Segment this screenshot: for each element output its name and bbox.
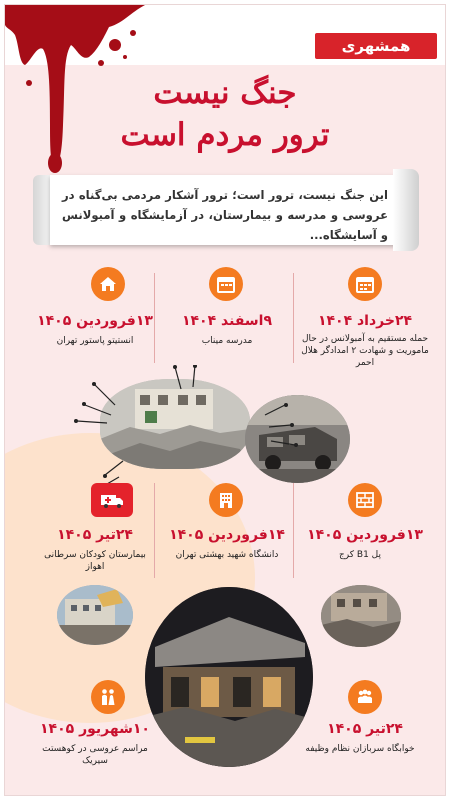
building-icon <box>216 490 236 510</box>
calendar-icon <box>216 274 236 294</box>
event-1-caption: حمله مستقیم به آمبولانس در حال ماموریت و شهادت ۲ امدادگر هلال احمر <box>301 334 429 368</box>
intro-text: این جنگ نیست، ترور است؛ ترور آشکار مردمی بی‌گناه در عروسی و مدرسه و بیمارستان، در آزمایشگاه و آمبولانس و آسایشگاه... <box>62 188 388 242</box>
event-2-icon-circle <box>209 267 243 301</box>
event-7-icon-circle <box>348 680 382 714</box>
event-1-date: ۲۴خرداد ۱۴۰۴ <box>317 313 413 329</box>
event-3-date: ۱۳فروردین ۱۴۰۵ <box>37 313 153 329</box>
event-4-icon-circle <box>348 483 382 517</box>
house-icon <box>98 274 118 294</box>
event-3-caption: انستیتو پاستور تهران <box>56 336 134 346</box>
event-5-date: ۱۴فروردین ۱۴۰۵ <box>169 527 285 543</box>
group-icon <box>355 687 375 707</box>
event-2-date: ۹اسفند ۱۴۰۴ <box>181 313 273 329</box>
brick-wall-icon <box>355 490 375 510</box>
damaged-hospital-photo <box>57 585 133 645</box>
intro-box <box>50 175 400 245</box>
event-8-date: ۱۰شهریور ۱۴۰۵ <box>40 721 150 737</box>
event-5-icon-circle <box>209 483 243 517</box>
calendar-icon <box>355 274 375 294</box>
headline-line-1: جنگ نیست <box>153 75 297 111</box>
event-7-caption: خوابگاه سربازان نظام وظیفه <box>305 744 415 754</box>
infographic <box>4 4 446 796</box>
event-7-date: ۲۴تیر ۱۴۰۵ <box>327 721 403 737</box>
event-8-caption: مراسم عروسی در کوهستت سیریک <box>42 744 148 766</box>
event-5-caption: دانشگاه شهید بهشتی تهران <box>175 550 279 560</box>
event-2-caption: مدرسه میناب <box>201 336 253 346</box>
hamshahri-logo: همشهری <box>315 33 437 59</box>
event-6-date: ۲۴تیر ۱۴۰۵ <box>57 527 133 543</box>
collapsed-dormitory-photo <box>145 587 313 767</box>
event-6-icon-circle <box>91 483 133 517</box>
event-8-icon-circle <box>91 680 125 714</box>
event-3-icon-circle <box>91 267 125 301</box>
event-1-icon-circle <box>348 267 382 301</box>
dormitory-rubble-photo <box>321 585 401 647</box>
event-4-date: ۱۳فروردین ۱۴۰۵ <box>307 527 423 543</box>
paper-curl-right <box>393 169 419 251</box>
headline-line-2: ترور مردم است <box>120 117 330 153</box>
ambulance-icon <box>98 490 126 510</box>
couple-icon <box>98 687 118 707</box>
event-4-caption: پل B1 کرج <box>338 550 381 560</box>
event-6-caption: بیمارستان کودکان سرطانی اهواز <box>44 550 146 572</box>
